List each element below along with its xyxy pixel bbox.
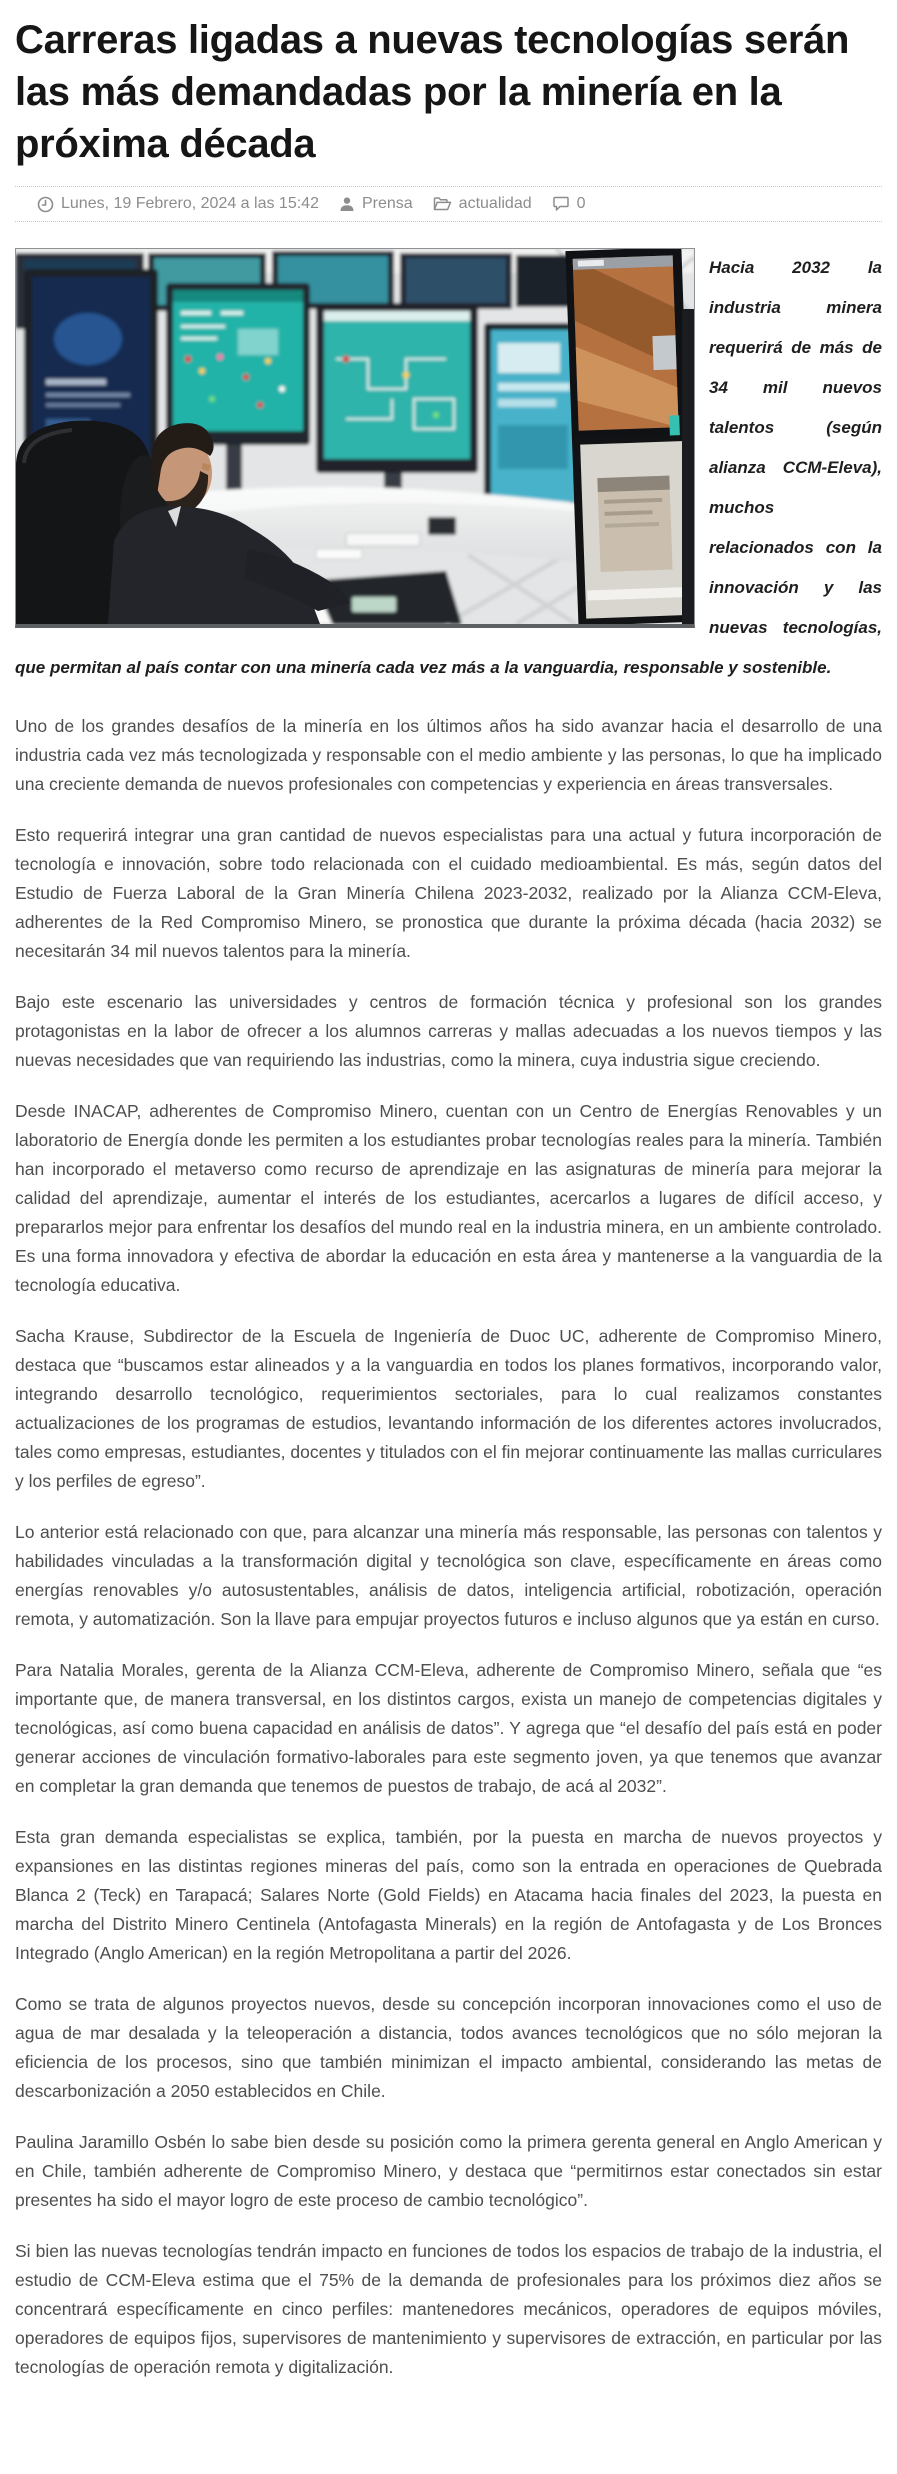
paragraph: Sacha Krause, Subdirector de la Escuela de Ingeniería de Duoc UC, adherente de Compromiso Minero, destaca que “buscamos estar alineados y a la vanguardia en todos los planes formativos, incorporando valor, integrando desarrollo tecnológico, requerimientos sectoriales, para lo cual realizamos constantes actualizaciones de los programas de estudios, levantando información de los diferentes actores involucrados, tales como empresas, estudiantes, docentes y titulados con el fin mejorar continuamente las mallas curriculares y los perfiles de egreso”. [15,1326,882,1491]
meta-comments-count: 0 [576,195,586,212]
paragraph: Si bien las nuevas tecnologías tendrán impacto en funciones de todos los espacios de trabajo de la industria, el estudio de CCM-Eleva estima que el 75% de la demanda de profesionales para los próximos diez años se concentrará específicamente en cinco perfiles: mantenedores mecánicos, operadores de equipos móviles, operadores de equipos fijos, supervisores de mantenimiento y supervisores de extracción, en particular por las tecnologías de operación remota y digitalización. [15,2241,882,2377]
meta-author[interactable] [339,195,413,213]
article-body [15,248,882,2382]
user-icon [339,196,355,212]
lead-paragraph: Hacia 2032 la industria minera requerirá de más de 34 mil nuevos talentos (según alianza CCM-Eleva), muchos relacionados con la innovación y las nuevas tecnologías, que permitan al país contar con una minería cada vez más a la vanguardia, responsable y sostenible. [15,258,882,677]
page-title: Carreras ligadas a nuevas tecnologías serán las más demandadas por la minería en la próxima década [15,18,850,166]
paragraph: Uno de los grandes desafíos de la minería en los últimos años ha sido avanzar hacia el desarrollo de una industria cada vez más tecnologizada y responsable con el medio ambiente y las personas, lo que ha implicado una creciente demanda de nuevos profesionales con competencias y experiencia en áreas transversales. [15,716,882,794]
article-paragraphs [15,706,882,2382]
meta-date [37,195,319,213]
meta-comments[interactable] [552,195,586,213]
paragraph: Esto requerirá integrar una gran cantidad de nuevos especialistas para una actual y futura incorporación de tecnología e innovación, sobre todo relacionada con el cuidado medioambiental. Es más, según datos del Estudio de Fuerza Laboral de la Gran Minería Chilena 2023-2032, realizado por la Alianza CCM-Eleva, adherentes de la Red Compromiso Minero, se pronostica que durante la próxima década (hacia 2032) se necesitarán 34 mil nuevos talentos para la minería. [15,825,882,961]
article-meta [15,186,882,222]
meta-category[interactable] [433,195,532,213]
comment-icon [552,196,570,212]
paragraph: Como se trata de algunos proyectos nuevos, desde su concepción incorporan innovaciones como el uso de agua de mar desalada y la teleoperación a distancia, todos avances tecnológicos que no sólo mejoran la eficiencia de los procesos, sino que también minimizan el impacto ambiental, considerando las metas de descarbonización a 2050 establecidos en Chile. [15,1994,882,2101]
paragraph: Lo anterior está relacionado con que, para alcanzar una minería más responsable, las personas con talentos y habilidades vinculadas a la transformación digital y tecnológica son clave, específicamente en áreas como energías renovables y/o autosustentables, análisis de datos, inteligencia artificial, robotización, operación remota, y automatización. Son la llave para empujar proyectos futuros e incluso algunos que ya están en curso. [15,1522,882,1629]
meta-author-label: Prensa [361,195,413,212]
paragraph: Paulina Jaramillo Osbén lo sabe bien desde su posición como la primera gerenta general en Anglo American y en Chile, también adherente de Compromiso Minero, y destaca que “permitirnos estar conectados sin estar presentes ha sido el mayor logro de este proceso de cambio tecnológico”. [15,2132,882,2210]
article-photo [15,248,695,628]
paragraph: Para Natalia Morales, gerenta de la Alianza CCM-Eleva, adherente de Compromiso Minero, señala que “es importante que, de manera transversal, en los distintos cargos, exista un manejo de competencias digitales y tecnológicas, así como buena capacidad en análisis de datos”. Y agrega que “el desafío del país está en poder generar acciones de vinculación formativo-laborales para este segmento joven, ya que tenemos que avanzar en completar la gran demanda que tenemos de puestos de trabajo, de acá al 2032”. [15,1660,882,1796]
control-room-photo-illustration [16,249,694,624]
clock-icon [37,196,54,213]
paragraph: Esta gran demanda especialistas se explica, también, por la puesta en marcha de nuevos proyectos y expansiones en las distintas regiones mineras del país, como son la entrada en operaciones de Quebrada Blanca 2 (Teck) en Tarapacá; Salares Norte (Gold Fields) en Atacama hacia finales del 2023, la puesta en marcha del Distrito Minero Centinela (Antofagasta Minerals) en la región de Antofagasta y de Los Bronces Integrado (Anglo American) en la región Metropolitana a partir del 2026. [15,1827,882,1963]
folder-icon [433,196,452,212]
paragraph: Desde INACAP, adherentes de Compromiso Minero, cuentan con un Centro de Energías Renovables y un laboratorio de Energía donde les permiten a los estudiantes probar tecnologías reales para la minería. También han incorporado el metaverso como recurso de aprendizaje en las asignaturas de minería para mejorar la calidad del aprendizaje, aumentar el interés de los estudiantes, acercarlos a lugares de difícil acceso, y prepararlos mejor para enfrentar los desafíos del mundo real en la industria minera, en un ambiente controlado. Es una forma innovadora y efectiva de abordar la educación en esta área y mantenerse a la vanguardia de la tecnología educativa. [15,1101,882,1295]
paragraph: Bajo este escenario las universidades y centros de formación técnica y profesional son los grandes protagonistas en la labor de ofrecer a los alumnos carreras y mallas adecuadas a los nuevos tiempos y las nuevas necesidades que van requiriendo las industrias, como la minera, cuya industria sigue creciendo. [15,992,882,1070]
meta-date-label: Lunes, 19 Febrero, 2024 a las 15:42 [61,195,319,212]
meta-category-label: actualidad [458,195,532,212]
